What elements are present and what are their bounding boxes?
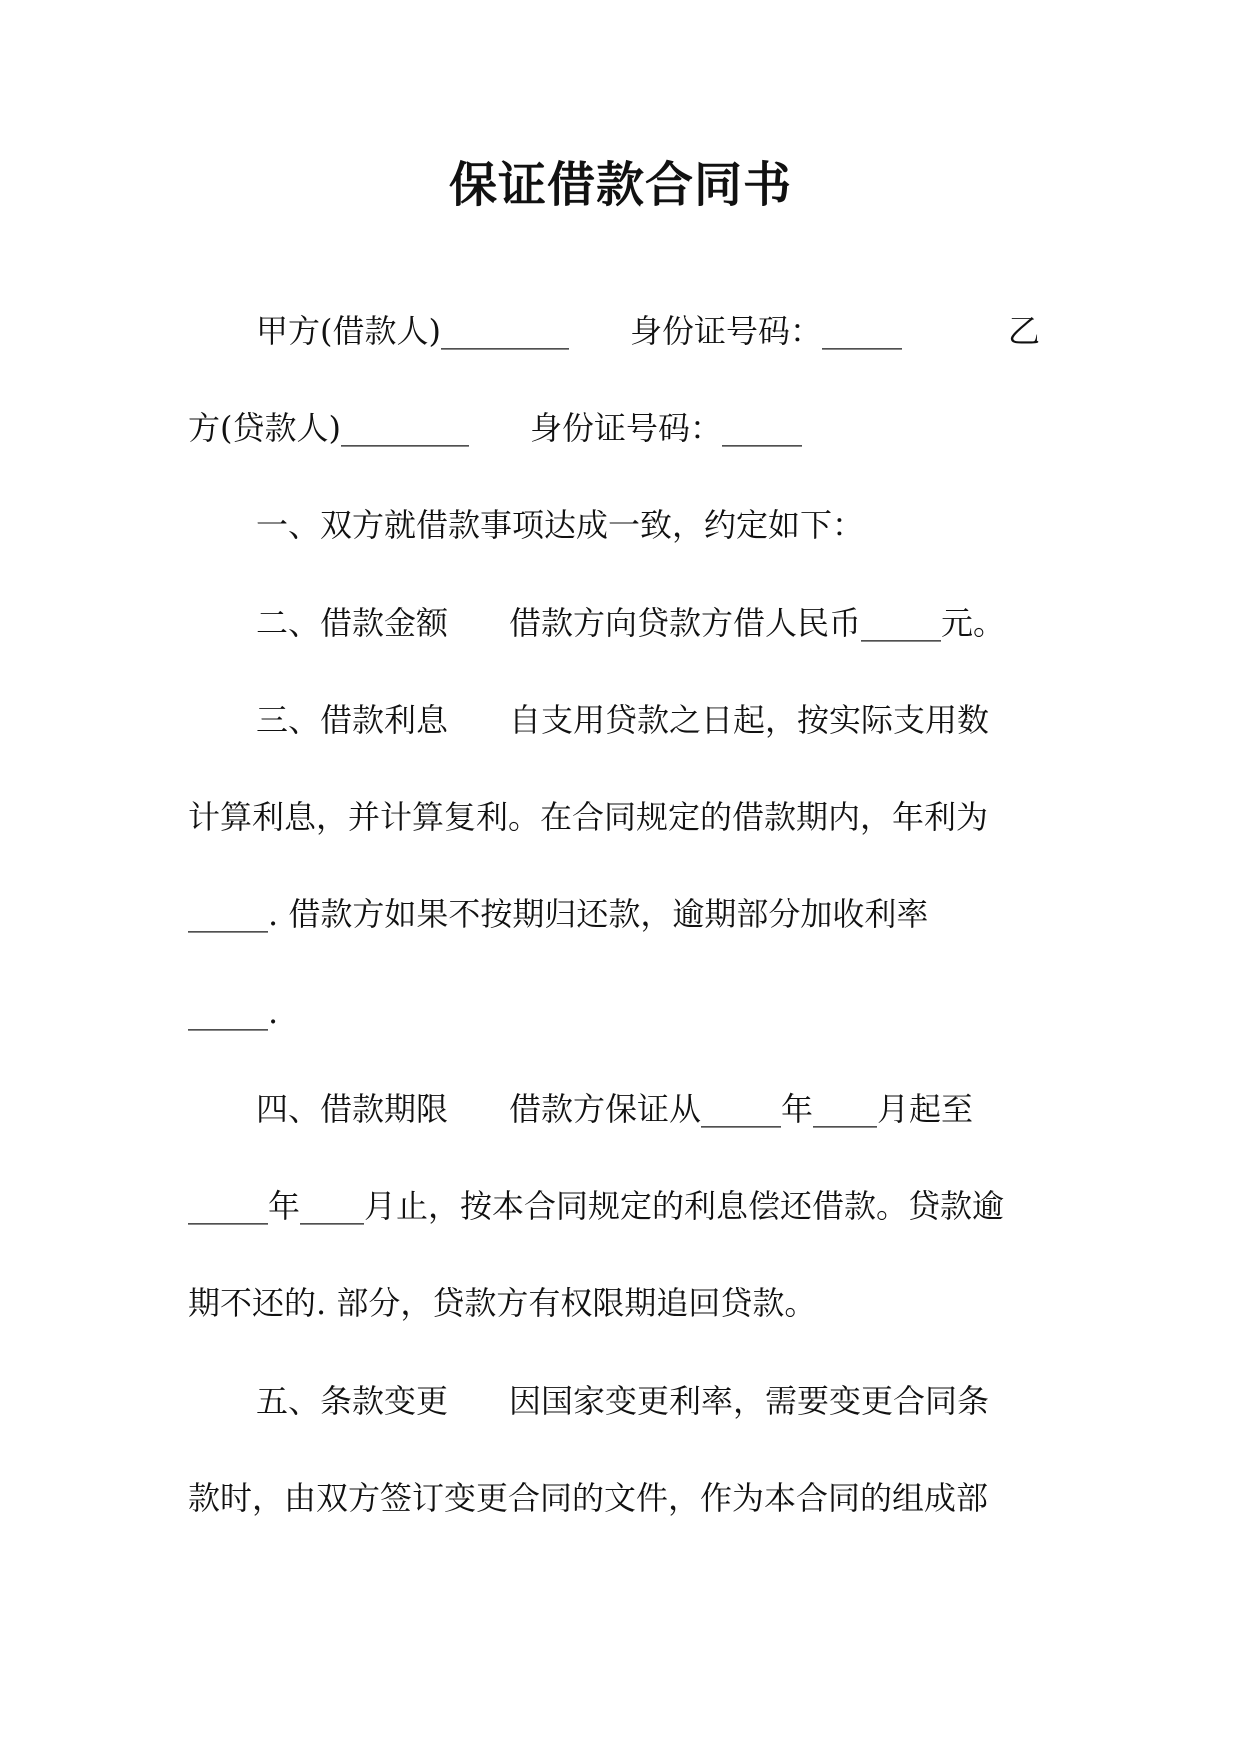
- clause-3-line-2: 计算利息，并计算复利。在合同规定的借款期内，年利为: [188, 798, 989, 836]
- clause-5-line-2: 款时，由双方签订变更合同的文件，作为本合同的组成部: [188, 1479, 989, 1517]
- clause-4-line-1: 四、借款期限 借款方保证从_____年____月起至: [256, 1090, 974, 1128]
- clause-2: 二、借款金额 借款方向贷款方借人民币_____元。: [256, 604, 1006, 642]
- clause-4-line-2: _____年____月止，按本合同规定的利息偿还借款。贷款逾: [188, 1187, 1005, 1225]
- party-a-line: 甲方(借款人)________ 身份证号码：_____: [256, 312, 903, 350]
- clause-3-line-4: _____.: [188, 993, 279, 1031]
- document-title: 保证借款合同书: [448, 157, 792, 213]
- clause-3-line-3: _____. 借款方如果不按期归还款，逾期部分加收利率: [188, 895, 929, 933]
- party-b-line-start: 乙: [1008, 312, 1041, 350]
- clause-1: 一、双方就借款事项达成一致，约定如下：: [256, 506, 865, 544]
- party-b-line: 方(贷款人)________ 身份证号码：_____: [188, 409, 803, 447]
- clause-3-line-1: 三、借款利息 自支用贷款之日起，按实际支用数: [256, 701, 990, 739]
- clause-5-line-1: 五、条款变更 因国家变更利率，需要变更合同条: [256, 1382, 990, 1420]
- clause-4-line-3: 期不还的. 部分，贷款方有权限期追回贷款。: [188, 1284, 817, 1322]
